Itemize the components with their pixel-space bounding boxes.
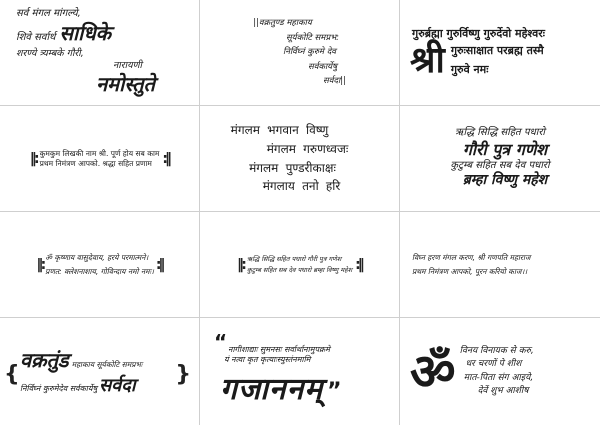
tile-11-close-quote: ” (327, 379, 342, 404)
tile-6-line-3: कुटुम्ब सहित सब देव पधारो (450, 159, 550, 171)
tile-11-big-wrap (220, 367, 342, 408)
tile-gajananam (200, 318, 400, 425)
tile-10-top (20, 346, 142, 373)
tile-1-line-1: सर्व मंगल मांगल्ये, (16, 8, 81, 20)
tile-3-line-3: गुरुवे नमः (450, 63, 489, 77)
tile-4-bars-left: ||: (29, 150, 37, 167)
tile-8-line-2: कुटुम्ब सहित सब देव पधारो ब्रम्हा विष्णु महेश (246, 266, 353, 274)
tile-12-line-3: मात-पिता संग आइये, (463, 372, 534, 383)
tile-riddhi-siddhi (400, 106, 600, 212)
tile-10-line-1: वक्रतुंड (20, 348, 69, 372)
tile-7-line-1: ॐ कृष्णाय वासुदेवाय, हरये परमात्मने। (45, 253, 149, 263)
tile-1-line-4: नारायणी (113, 59, 142, 71)
tile-6-line-4: ब्रम्हा विष्णु महेश (462, 172, 548, 189)
tile-6-line-2: गौरी पुत्र गणेश (462, 139, 548, 159)
tile-kumkum (0, 106, 200, 212)
tile-5-line-4: मंगलाय तनो हरि (262, 179, 341, 194)
tile-9-line-2: प्रथम निमंत्रण आपको, पूरन करियो काज।। (412, 266, 528, 276)
om-symbol-icon: ॐ (410, 341, 456, 401)
tile-3-line-2: गुरुःसाक्षात परब्रह्म तस्मै (450, 43, 544, 57)
tile-vakratunda-small (200, 0, 400, 106)
tile-12-line-1: विनय विनायक से करु, (459, 346, 534, 356)
tile-8-line-1: ऋद्धि सिद्धि सहित पधारो गौरी पुत्र गणेश (246, 254, 342, 263)
tile-5-line-1: मंगलम भगवान विष्णु (230, 123, 329, 138)
tile-3-line-1: गुरुर्ब्रह्मा गुरुर्विष्णु गुरुर्देवो महेश्वरः (412, 26, 545, 40)
tile-7-bars-right: :|| (155, 256, 163, 273)
tile-3-row (400, 39, 600, 82)
tile-2-line-4: सर्वकार्येषु (307, 61, 338, 72)
tile-vinay-vinayak (400, 318, 600, 425)
tile-10-line-2: महाकाय सूर्यकोटि समप्रभः (71, 360, 143, 369)
tile-11-open-quote: “ (214, 330, 228, 354)
tile-riddhi-siddhi-small (200, 212, 400, 318)
tile-vakratunda-large (0, 318, 200, 425)
tile-10-line-4: सर्वदा (99, 375, 136, 396)
tile-1-line-5: नमोस्तुते (96, 71, 155, 96)
tile-10-swirl-right: } (175, 362, 191, 387)
tile-4-bars-right: :|| (162, 150, 170, 167)
tile-6-line-1: ऋद्धि सिद्धि सहित पधारो (454, 127, 546, 139)
tile-7-bars-left: ||: (36, 256, 44, 273)
tile-5-line-2: मंगलम गरुणध्वजः (266, 141, 349, 156)
tile-7-line-2: प्रणत: क्लेशनाशाय, गोविन्दाय नमो नमः। (45, 266, 154, 276)
tile-4-line-1: कुमकुम लिखकी नाम श्री. पूर्ण होय सब काम (39, 149, 160, 159)
tile-10-line-3: निर्विघ्नं कुरुमेदेव सर्वकार्येषु (20, 384, 98, 393)
tile-10-bottom (20, 373, 136, 397)
tile-12-line-4: देवें शुभ आशीष (477, 385, 529, 396)
tile-2-line-5: सर्वदा|| (323, 76, 346, 87)
tile-12-line-2: धर चरणों पे शीश (465, 359, 522, 370)
tile-2-line-3: निर्विघ्नं कुरुमे देव (283, 47, 336, 58)
tile-10-swirl-left: { (4, 362, 20, 387)
tile-8-bars-right: :|| (355, 256, 362, 273)
tile-1-line-2-wrap (16, 21, 111, 46)
tile-5-line-3: मंगलम पुण्डरीकाक्षः (249, 160, 336, 175)
tile-1-line-2-bold: साधिके (59, 20, 111, 45)
tile-4-line-2: प्रथम निमंत्रण आपको. श्रद्धा सहित प्रणाम (39, 158, 152, 168)
tile-2-line-1: ||वक्रतुण्ड महाकाय (253, 18, 312, 29)
tile-1-line-2: शिवे सर्वार्थ (16, 31, 56, 43)
tile-11-line-2: यं नत्वा कृत कृत्याःस्युस्तंनमामि (224, 355, 311, 364)
tile-mangalam (200, 106, 400, 212)
tile-3-shri: श्री (410, 39, 445, 82)
tile-2-line-2: सूर्यकोटि समप्रभ: (285, 32, 340, 43)
tile-3-stack (451, 44, 544, 78)
tile-4-text (40, 149, 160, 168)
tile-krishnaya (0, 212, 200, 318)
tile-8-text (247, 255, 352, 274)
tile-7-text (45, 253, 154, 276)
tile-11-line-3: गजाननम् (220, 372, 324, 407)
tile-9-line-1: विघ्न हरण मंगल करण, श्री गणपति महाराज (412, 253, 531, 262)
tile-guru-brahma (400, 0, 600, 106)
tile-vighna-haran (400, 212, 600, 318)
tile-12-stack (460, 346, 534, 397)
tile-1-line-3: शरण्ये त्र्यम्बके गौरी, (16, 47, 84, 59)
tile-8-bars-left: ||: (237, 256, 244, 273)
tile-sarva-mangal (0, 0, 200, 106)
tile-11-line-1: नागीशाद्याः सुमनसः सर्वार्थानामुपक्रमे (228, 345, 330, 354)
